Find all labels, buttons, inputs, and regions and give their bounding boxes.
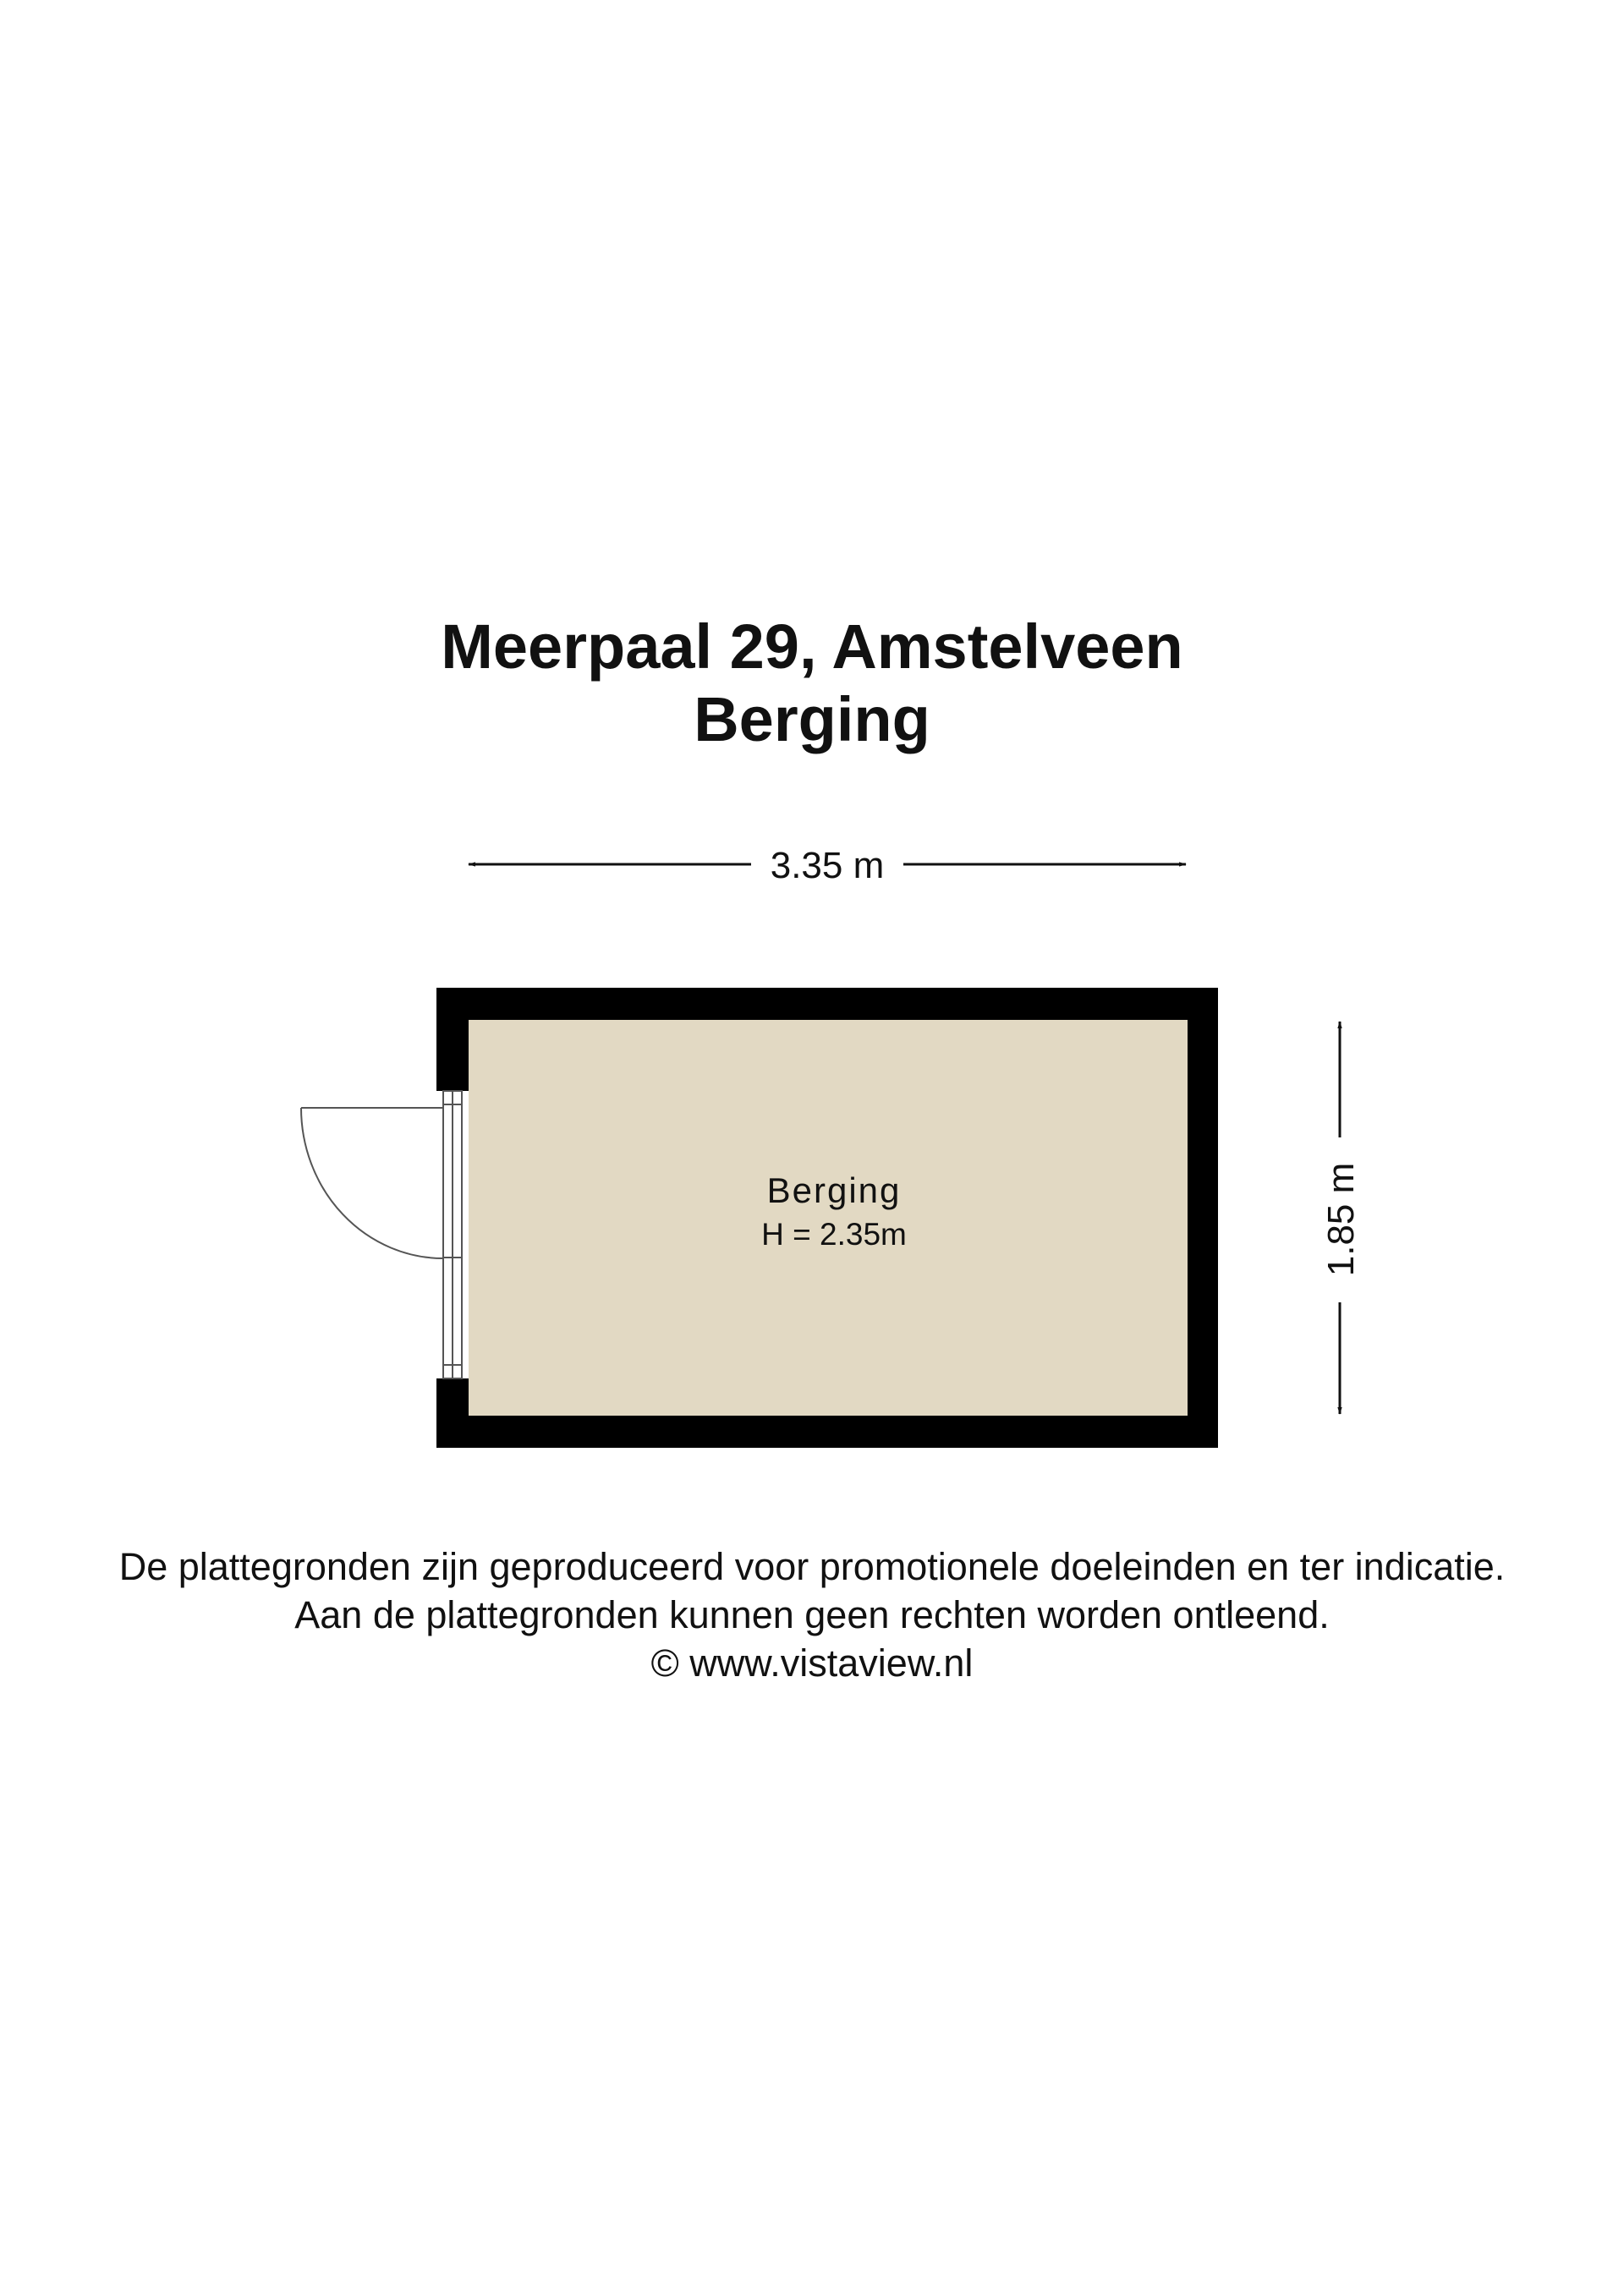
depth-dimension-label: 1.85 m — [1320, 1162, 1362, 1277]
disclaimer-line-2: Aan de plattegronden kunnen geen rechten worden ontleend. — [294, 1593, 1330, 1636]
width-dimension-label: 3.35 m — [770, 845, 885, 886]
depth-dimension — [1320, 1022, 1362, 1414]
page-title-floor: Berging — [694, 684, 930, 754]
room-height: H = 2.35m — [761, 1217, 907, 1252]
width-dimension — [469, 845, 1186, 886]
disclaimer-line-1: De plattegronden zijn geproduceerd voor promotionele doeleinden en ter indicatie. — [118, 1545, 1506, 1588]
copyright-line: © www.vistaview.nl — [650, 1641, 974, 1685]
door-swing-arc — [301, 1108, 443, 1258]
room-name: Berging — [766, 1170, 902, 1210]
page-title-address: Meerpaal 29, Amstelveen — [441, 611, 1183, 682]
